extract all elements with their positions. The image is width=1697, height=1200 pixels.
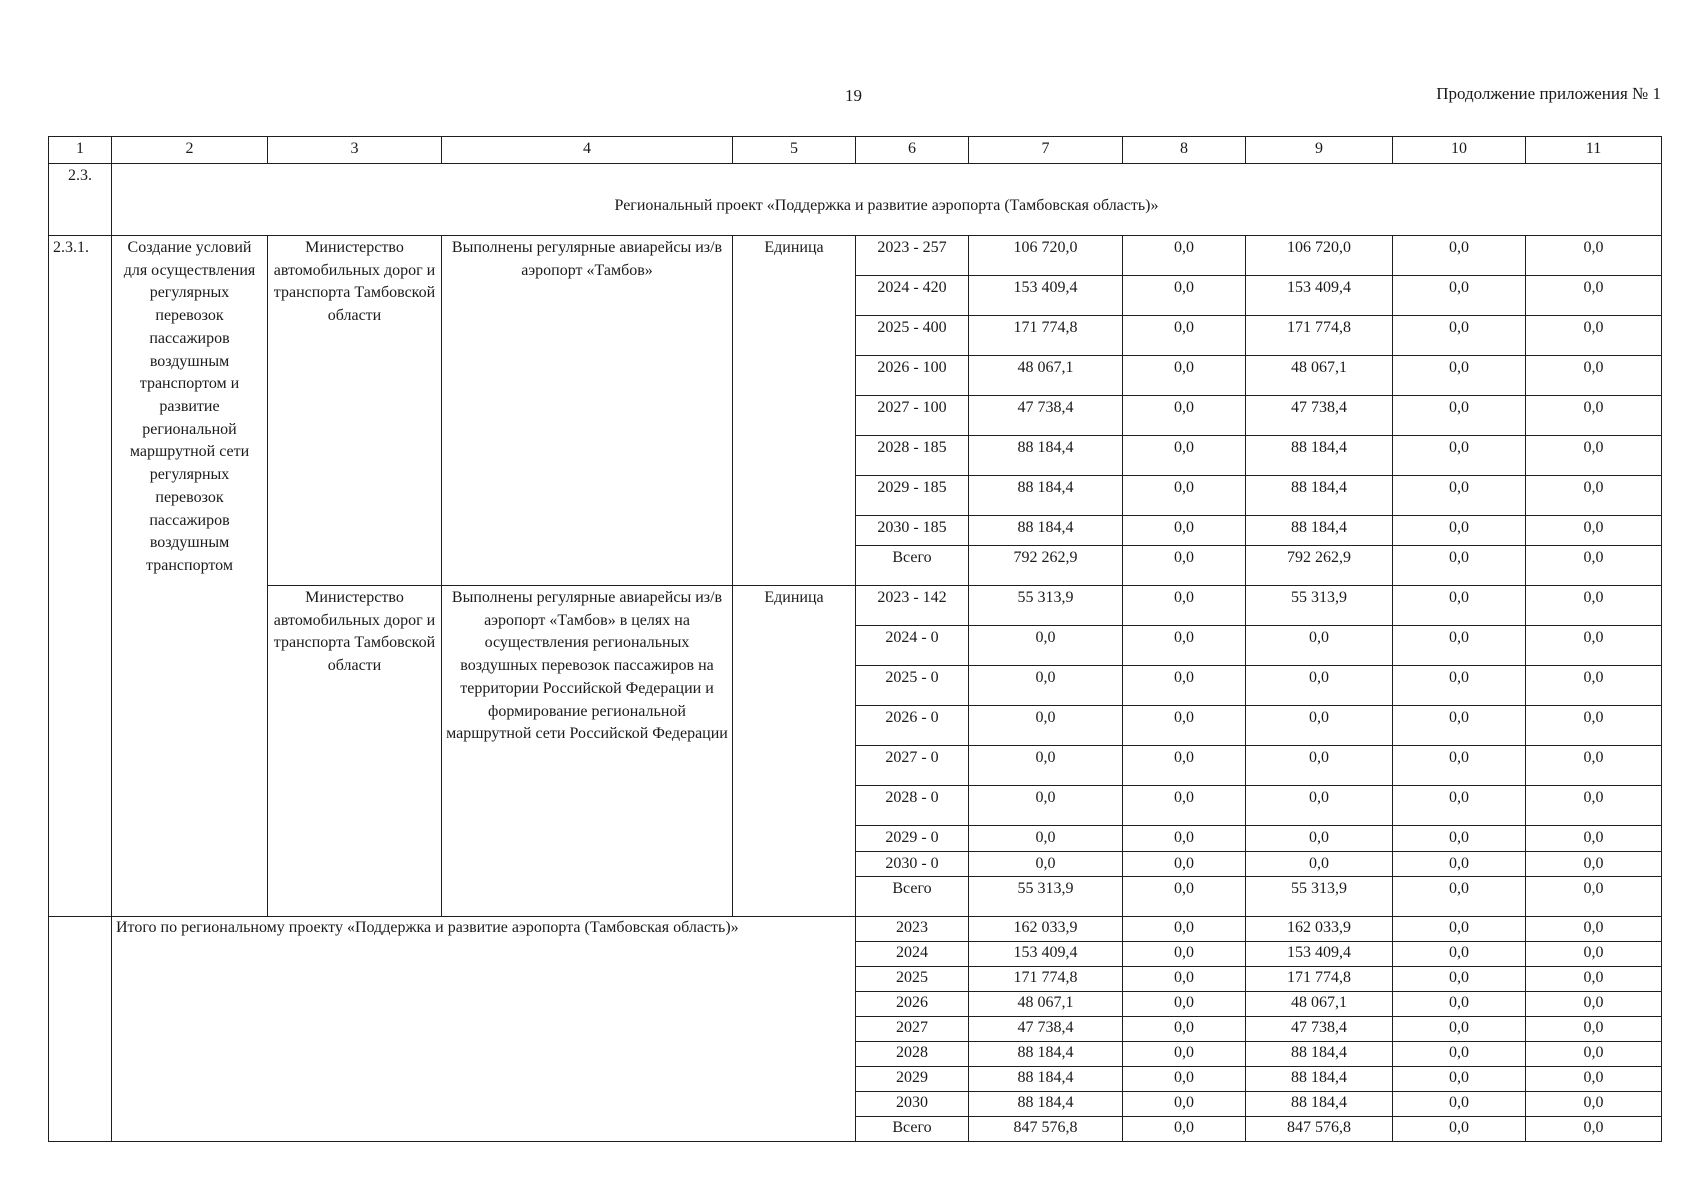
- year-cell: 2030: [856, 1092, 969, 1117]
- value-col8: 0,0: [1123, 877, 1246, 917]
- value-col10: 0,0: [1393, 356, 1526, 396]
- header-row: [49, 137, 1662, 164]
- value-col10: 0,0: [1393, 917, 1526, 942]
- value-col9: 55 313,9: [1246, 877, 1393, 917]
- value-col11: 0,0: [1526, 1042, 1662, 1067]
- result-2: Выполнены регулярные авиарейсы из/в аэропорт «Тамбов» в целях на осуществления региональных воздушных перевозок пассажиров на территории Российской Федерации и формирование региональной маршрутной сети Российской Федерации: [442, 586, 733, 917]
- value-col9: 47 738,4: [1246, 1017, 1393, 1042]
- value-col10: 0,0: [1393, 967, 1526, 992]
- value-col9: 0,0: [1246, 786, 1393, 826]
- value-col11: 0,0: [1526, 746, 1662, 786]
- value-col11: 0,0: [1526, 1092, 1662, 1117]
- column-header-10: 10: [1393, 137, 1526, 164]
- value-col8: 0,0: [1123, 746, 1246, 786]
- value-col10: 0,0: [1393, 236, 1526, 276]
- year-cell: 2023: [856, 917, 969, 942]
- value-col10: 0,0: [1393, 877, 1526, 917]
- value-col10: 0,0: [1393, 1067, 1526, 1092]
- year-cell: 2027 - 0: [856, 746, 969, 786]
- value-col7: 88 184,4: [969, 1042, 1123, 1067]
- value-col7: 847 576,8: [969, 1117, 1123, 1142]
- year-cell: 2029 - 185: [856, 476, 969, 516]
- value-col7: 88 184,4: [969, 1092, 1123, 1117]
- year-cell: 2028 - 0: [856, 786, 969, 826]
- year-cell: 2025: [856, 967, 969, 992]
- year-cell: Всего: [856, 1117, 969, 1142]
- value-col9: 0,0: [1246, 626, 1393, 666]
- year-cell: 2024: [856, 942, 969, 967]
- value-col8: 0,0: [1123, 396, 1246, 436]
- value-col7: 55 313,9: [969, 586, 1123, 626]
- year-cell: 2029: [856, 1067, 969, 1092]
- value-col10: 0,0: [1393, 436, 1526, 476]
- value-col10: 0,0: [1393, 992, 1526, 1017]
- value-col11: 0,0: [1526, 316, 1662, 356]
- year-cell: 2023 - 142: [856, 586, 969, 626]
- value-col11: 0,0: [1526, 942, 1662, 967]
- value-col7: 792 262,9: [969, 546, 1123, 586]
- value-col11: 0,0: [1526, 586, 1662, 626]
- continuation-label: Продолжение приложения № 1: [1436, 84, 1661, 103]
- value-col8: 0,0: [1123, 1017, 1246, 1042]
- executor-2: Министерство автомобильных дорог и транспорта Тамбовской области: [268, 586, 442, 917]
- value-col11: 0,0: [1526, 356, 1662, 396]
- value-col7: 88 184,4: [969, 436, 1123, 476]
- year-cell: 2023 - 257: [856, 236, 969, 276]
- value-col9: 0,0: [1246, 666, 1393, 706]
- measure-name: Создание условий для осуществления регулярных перевозок пассажиров воздушным транспортом и развитие региональной маршрутной сети регулярных перевозок пассажиров воздушным транспортом: [112, 236, 268, 917]
- value-col9: 0,0: [1246, 746, 1393, 786]
- value-col11: 0,0: [1526, 546, 1662, 586]
- year-cell: 2028: [856, 1042, 969, 1067]
- value-col8: 0,0: [1123, 706, 1246, 746]
- value-col7: 0,0: [969, 851, 1123, 877]
- value-col10: 0,0: [1393, 746, 1526, 786]
- year-cell: 2027 - 100: [856, 396, 969, 436]
- value-col9: 48 067,1: [1246, 992, 1393, 1017]
- value-col9: 88 184,4: [1246, 516, 1393, 546]
- value-col8: 0,0: [1123, 626, 1246, 666]
- value-col8: 0,0: [1123, 356, 1246, 396]
- column-header-8: 8: [1123, 137, 1246, 164]
- value-col7: 171 774,8: [969, 316, 1123, 356]
- value-col9: 0,0: [1246, 851, 1393, 877]
- value-col8: 0,0: [1123, 1092, 1246, 1117]
- year-cell: Всего: [856, 546, 969, 586]
- column-header-6: 6: [856, 137, 969, 164]
- page-number: 19: [845, 86, 862, 105]
- value-col11: 0,0: [1526, 786, 1662, 826]
- column-header-11: 11: [1526, 137, 1662, 164]
- value-col9: 162 033,9: [1246, 917, 1393, 942]
- value-col9: 153 409,4: [1246, 942, 1393, 967]
- value-col7: 55 313,9: [969, 877, 1123, 917]
- value-col7: 88 184,4: [969, 516, 1123, 546]
- value-col9: 847 576,8: [1246, 1117, 1393, 1142]
- value-col9: 106 720,0: [1246, 236, 1393, 276]
- value-col7: 0,0: [969, 746, 1123, 786]
- value-col8: 0,0: [1123, 851, 1246, 877]
- value-col8: 0,0: [1123, 236, 1246, 276]
- value-col8: 0,0: [1123, 586, 1246, 626]
- value-col8: 0,0: [1123, 436, 1246, 476]
- unit-2: Единица: [733, 586, 856, 917]
- value-col7: 0,0: [969, 666, 1123, 706]
- value-col7: 171 774,8: [969, 967, 1123, 992]
- value-col10: 0,0: [1393, 1117, 1526, 1142]
- value-col8: 0,0: [1123, 546, 1246, 586]
- value-col9: 88 184,4: [1246, 1067, 1393, 1092]
- value-col11: 0,0: [1526, 626, 1662, 666]
- value-col10: 0,0: [1393, 1092, 1526, 1117]
- value-col7: 0,0: [969, 706, 1123, 746]
- value-col7: 0,0: [969, 626, 1123, 666]
- value-col11: 0,0: [1526, 436, 1662, 476]
- value-col10: 0,0: [1393, 786, 1526, 826]
- value-col7: 153 409,4: [969, 276, 1123, 316]
- value-col7: 47 738,4: [969, 1017, 1123, 1042]
- section-number: 2.3.: [49, 164, 112, 236]
- value-col11: 0,0: [1526, 706, 1662, 746]
- value-col8: 0,0: [1123, 276, 1246, 316]
- value-col7: 106 720,0: [969, 236, 1123, 276]
- value-col8: 0,0: [1123, 826, 1246, 852]
- value-col11: 0,0: [1526, 851, 1662, 877]
- value-col10: 0,0: [1393, 316, 1526, 356]
- value-col8: 0,0: [1123, 1067, 1246, 1092]
- item-number: 2.3.1.: [49, 236, 112, 917]
- table-row: [49, 586, 1662, 626]
- column-header-1: 1: [49, 137, 112, 164]
- value-col7: 0,0: [969, 786, 1123, 826]
- column-header-9: 9: [1246, 137, 1393, 164]
- value-col11: 0,0: [1526, 1117, 1662, 1142]
- value-col8: 0,0: [1123, 516, 1246, 546]
- value-col11: 0,0: [1526, 877, 1662, 917]
- value-col9: 88 184,4: [1246, 476, 1393, 516]
- column-header-4: 4: [442, 137, 733, 164]
- value-col9: 171 774,8: [1246, 316, 1393, 356]
- year-cell: 2025 - 0: [856, 666, 969, 706]
- value-col7: 48 067,1: [969, 992, 1123, 1017]
- value-col9: 0,0: [1246, 706, 1393, 746]
- year-cell: 2028 - 185: [856, 436, 969, 476]
- result-1: Выполнены регулярные авиарейсы из/в аэропорт «Тамбов»: [442, 236, 733, 586]
- value-col7: 0,0: [969, 826, 1123, 852]
- year-cell: 2026 - 0: [856, 706, 969, 746]
- year-cell: 2026 - 100: [856, 356, 969, 396]
- year-cell: 2030 - 0: [856, 851, 969, 877]
- value-col11: 0,0: [1526, 276, 1662, 316]
- value-col10: 0,0: [1393, 826, 1526, 852]
- year-cell: 2030 - 185: [856, 516, 969, 546]
- value-col11: 0,0: [1526, 666, 1662, 706]
- unit-1: Единица: [733, 236, 856, 586]
- value-col11: 0,0: [1526, 396, 1662, 436]
- year-cell: 2025 - 400: [856, 316, 969, 356]
- value-col9: 88 184,4: [1246, 436, 1393, 476]
- value-col10: 0,0: [1393, 516, 1526, 546]
- value-col10: 0,0: [1393, 546, 1526, 586]
- value-col8: 0,0: [1123, 917, 1246, 942]
- value-col7: 88 184,4: [969, 1067, 1123, 1092]
- value-col11: 0,0: [1526, 476, 1662, 516]
- total-label: Итого по региональному проекту «Поддержка и развитие аэропорта (Тамбовская область)»: [112, 917, 856, 1142]
- year-cell: 2027: [856, 1017, 969, 1042]
- value-col10: 0,0: [1393, 1042, 1526, 1067]
- year-cell: 2024 - 420: [856, 276, 969, 316]
- section-title: Региональный проект «Поддержка и развитие аэропорта (Тамбовская область)»: [112, 164, 1662, 236]
- value-col9: 153 409,4: [1246, 276, 1393, 316]
- value-col8: 0,0: [1123, 786, 1246, 826]
- value-col10: 0,0: [1393, 476, 1526, 516]
- value-col10: 0,0: [1393, 942, 1526, 967]
- value-col7: 48 067,1: [969, 356, 1123, 396]
- column-header-2: 2: [112, 137, 268, 164]
- value-col8: 0,0: [1123, 476, 1246, 516]
- value-col8: 0,0: [1123, 992, 1246, 1017]
- year-cell: Всего: [856, 877, 969, 917]
- value-col7: 47 738,4: [969, 396, 1123, 436]
- value-col8: 0,0: [1123, 1117, 1246, 1142]
- table-row: [49, 236, 1662, 276]
- value-col8: 0,0: [1123, 1042, 1246, 1067]
- value-col10: 0,0: [1393, 586, 1526, 626]
- executor-1: Министерство автомобильных дорог и транспорта Тамбовской области: [268, 236, 442, 586]
- section-row: [49, 164, 1662, 236]
- column-header-3: 3: [268, 137, 442, 164]
- value-col10: 0,0: [1393, 1017, 1526, 1042]
- year-cell: 2026: [856, 992, 969, 1017]
- value-col11: 0,0: [1526, 826, 1662, 852]
- column-header-7: 7: [969, 137, 1123, 164]
- value-col9: 171 774,8: [1246, 967, 1393, 992]
- value-col10: 0,0: [1393, 666, 1526, 706]
- value-col9: 47 738,4: [1246, 396, 1393, 436]
- column-header-5: 5: [733, 137, 856, 164]
- value-col10: 0,0: [1393, 396, 1526, 436]
- value-col11: 0,0: [1526, 917, 1662, 942]
- value-col10: 0,0: [1393, 706, 1526, 746]
- value-col9: 88 184,4: [1246, 1042, 1393, 1067]
- value-col11: 0,0: [1526, 1017, 1662, 1042]
- value-col7: 153 409,4: [969, 942, 1123, 967]
- value-col11: 0,0: [1526, 516, 1662, 546]
- appendix-table: [48, 136, 1662, 1142]
- value-col10: 0,0: [1393, 851, 1526, 877]
- value-col7: 88 184,4: [969, 476, 1123, 516]
- year-cell: 2024 - 0: [856, 626, 969, 666]
- value-col9: 792 262,9: [1246, 546, 1393, 586]
- value-col9: 0,0: [1246, 826, 1393, 852]
- value-col9: 88 184,4: [1246, 1092, 1393, 1117]
- total-number-cell: [49, 917, 112, 1142]
- value-col10: 0,0: [1393, 276, 1526, 316]
- total-row: [49, 917, 1662, 942]
- value-col8: 0,0: [1123, 666, 1246, 706]
- year-cell: 2029 - 0: [856, 826, 969, 852]
- value-col9: 48 067,1: [1246, 356, 1393, 396]
- value-col11: 0,0: [1526, 992, 1662, 1017]
- value-col8: 0,0: [1123, 316, 1246, 356]
- value-col11: 0,0: [1526, 967, 1662, 992]
- value-col7: 162 033,9: [969, 917, 1123, 942]
- value-col11: 0,0: [1526, 1067, 1662, 1092]
- value-col9: 55 313,9: [1246, 586, 1393, 626]
- value-col8: 0,0: [1123, 942, 1246, 967]
- value-col8: 0,0: [1123, 967, 1246, 992]
- value-col11: 0,0: [1526, 236, 1662, 276]
- value-col10: 0,0: [1393, 626, 1526, 666]
